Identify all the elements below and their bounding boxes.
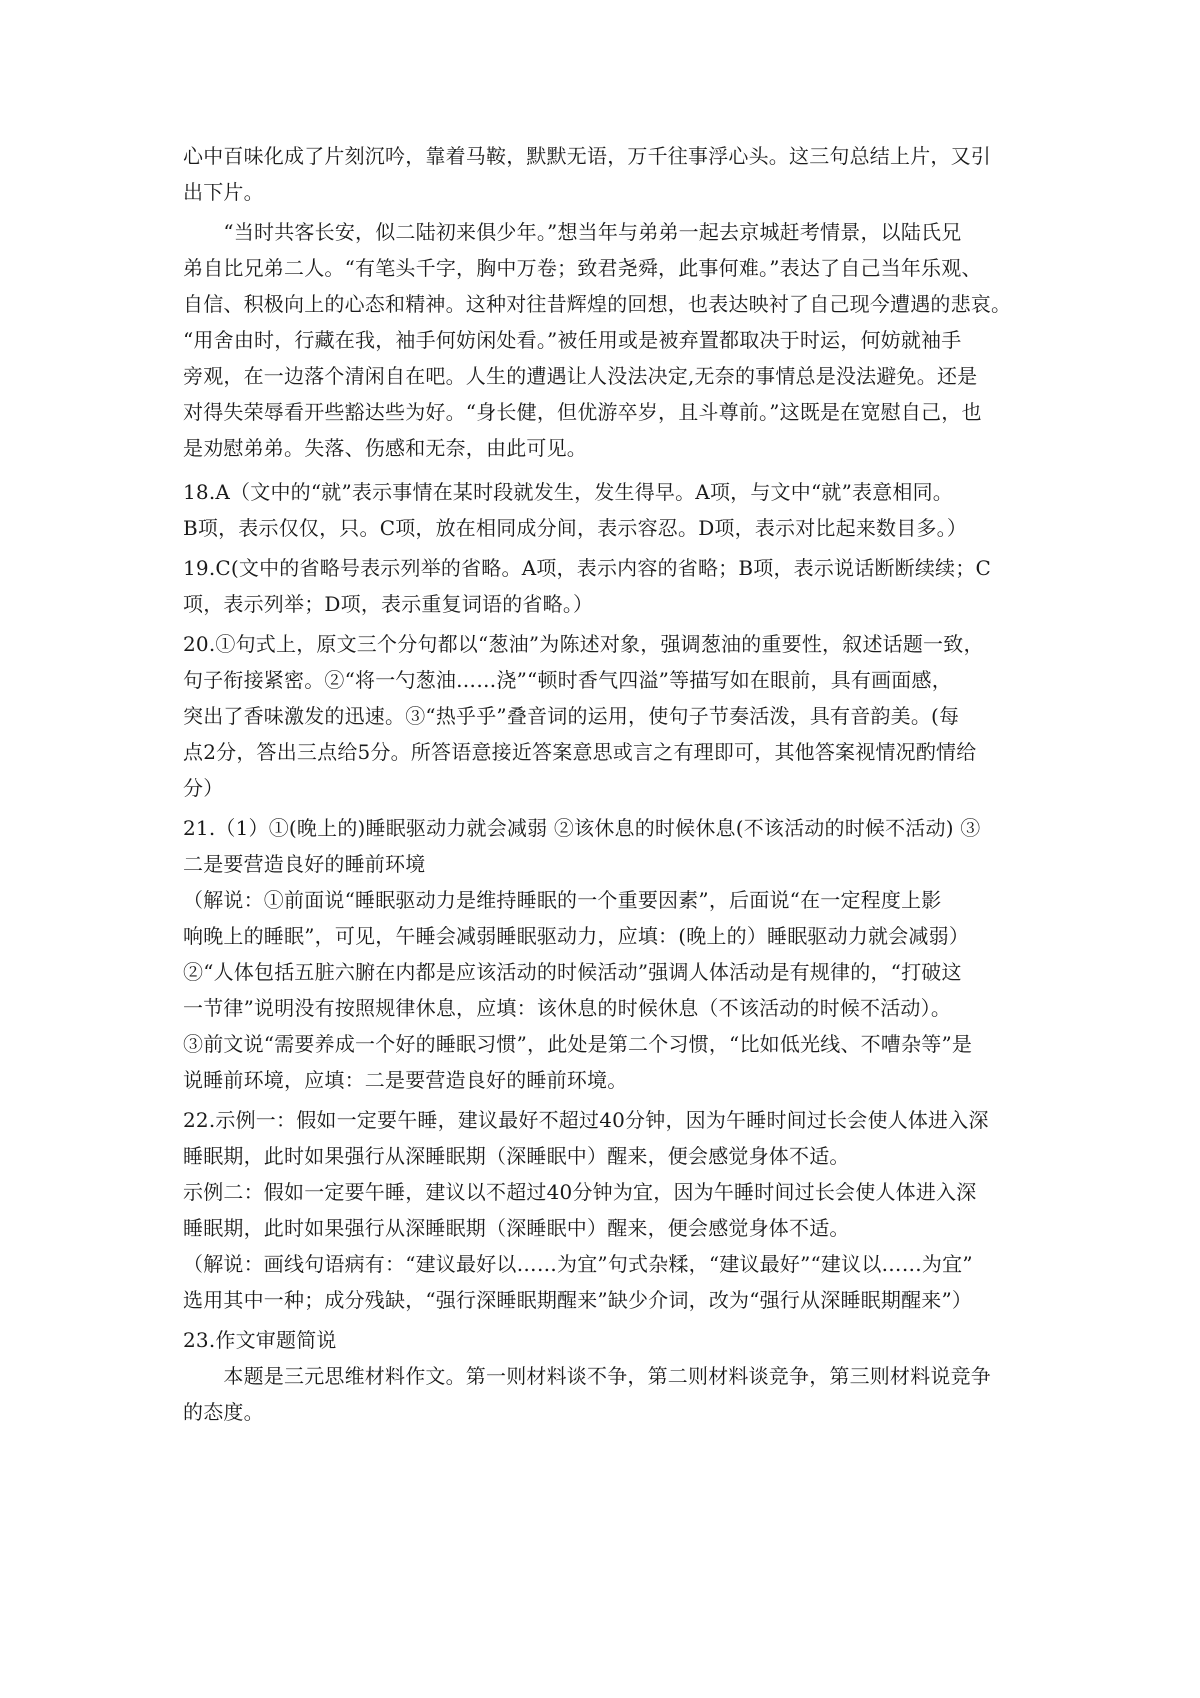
text-line: 21.（1）①(晚上的)睡眠驱动力就会减弱 ②该休息的时候休息(不该活动的时候不活动) ③	[183, 816, 981, 840]
text-line: “用舍由时，行藏在我，袖手何妨闲处看。”被任用或是被弃置都取决于时运，何妨就袖手	[183, 328, 962, 352]
text-line: 睡眠期，此时如果强行从深睡眠期（深睡眠中）醒来，便会感觉身体不适。	[183, 1216, 850, 1240]
text-line: 本题是三元思维材料作文。第一则材料谈不争，第二则材料谈竞争，第三则材料说竞争	[183, 1364, 991, 1388]
text-line: 20.①句式上，原文三个分句都以“葱油”为陈述对象，强调葱油的重要性，叙述话题一致，	[183, 632, 984, 656]
text-line: 19.C(文中的省略号表示列举的省略。A项，表示内容的省略；B项，表示说话断断续续；C	[183, 556, 991, 580]
answer-document	[183, 138, 1025, 1430]
text-line: 响晚上的睡眠”，可见，午睡会减弱睡眠驱动力，应填：(晚上的）睡眠驱动力就会减弱）	[183, 924, 970, 948]
text-line: 18.A（文中的“就”表示事情在某时段就发生，发生得早。A项，与文中“就”表意相同。	[183, 480, 953, 504]
answer-18	[183, 474, 1025, 546]
text-line: 23.作文审题简说	[183, 1328, 337, 1352]
text-line: （解说：①前面说“睡眠驱动力是维持睡眠的一个重要因素”，后面说“在一定程度上影	[183, 888, 942, 912]
text-line: 自信、积极向上的心态和精神。这种对往昔辉煌的回想，也表达映衬了自己现今遭遇的悲哀。	[183, 292, 1012, 316]
text-line: （解说：画线句语病有：“建议最好以……为宜”句式杂糅，“建议最好”“建议以……为宜”	[183, 1252, 973, 1276]
text-line: 出下片。	[183, 180, 264, 204]
text-line: ③前文说“需要养成一个好的睡眠习惯”，此处是第二个习惯，“比如低光线、不嘈杂等”是	[183, 1032, 973, 1056]
text-line: 突出了香味激发的迅速。③“热乎乎”叠音词的运用，使句子节奏活泼，具有音韵美。(每	[183, 704, 960, 728]
text-line: 旁观，在一边落个清闲自在吧。人生的遭遇让人没法决定,无奈的事情总是没法避免。还是	[183, 364, 978, 388]
text-line: 对得失荣辱看开些豁达些为好。“身长健，但优游卒岁，且斗尊前。”这既是在宽慰自己，也	[183, 400, 982, 424]
text-line: 心中百味化成了片刻沉吟，靠着马鞍，默默无语，万千往事浮心头。这三句总结上片，又引	[183, 144, 991, 168]
poem-analysis-continuation	[183, 138, 1025, 210]
text-line: “当时共客长安，似二陆初来俱少年。”想当年与弟弟一起去京城赶考情景，以陆氏兄	[183, 220, 962, 244]
text-line: 示例二：假如一定要午睡，建议以不超过40分钟为宜，因为午睡时间过长会使人体进入深	[183, 1180, 977, 1204]
text-line: 睡眠期，此时如果强行从深睡眠期（深睡眠中）醒来，便会感觉身体不适。	[183, 1144, 850, 1168]
text-line: 是劝慰弟弟。失落、伤感和无奈，由此可见。	[183, 436, 587, 460]
text-line: 项，表示列举；D项，表示重复词语的省略。）	[183, 592, 594, 616]
text-line: 句子衔接紧密。②“将一勺葱油……浇”“顿时香气四溢”等描写如在眼前，具有画面感，	[183, 668, 952, 692]
answer-19	[183, 550, 1025, 622]
text-line: 的态度。	[183, 1400, 264, 1424]
text-line: 分）	[183, 776, 224, 800]
text-line: 说睡前环境，应填：二是要营造良好的睡前环境。	[183, 1068, 628, 1092]
poem-analysis-paragraph	[183, 214, 1025, 466]
text-line: 弟自比兄弟二人。“有笔头千字，胸中万卷；致君尧舜，此事何难。”表达了自己当年乐观、	[183, 256, 982, 280]
answer-23	[183, 1322, 1025, 1430]
text-line: B项，表示仅仅，只。C项，放在相同成分间，表示容忍。D项，表示对比起来数目多。）	[183, 516, 968, 540]
text-line: 一节律”说明没有按照规律休息，应填：该休息的时候休息（不该活动的时候不活动）。	[183, 996, 952, 1020]
answer-20	[183, 626, 1025, 806]
text-line: 二是要营造良好的睡前环境	[183, 852, 426, 876]
text-line: 选用其中一种；成分残缺，“强行深睡眠期醒来”缺少介词，改为“强行从深睡眠期醒来”）	[183, 1288, 973, 1312]
answer-22	[183, 1102, 1025, 1318]
text-line: 点2分，答出三点给5分。所答语意接近答案意思或言之有理即可，其他答案视情况酌情给	[183, 740, 977, 764]
text-line: ②“人体包括五脏六腑在内都是应该活动的时候活动”强调人体活动是有规律的，“打破这	[183, 960, 962, 984]
answer-21	[183, 810, 1025, 1098]
text-line: 22.示例一：假如一定要午睡，建议最好不超过40分钟，因为午睡时间过长会使人体进入深	[183, 1108, 989, 1132]
